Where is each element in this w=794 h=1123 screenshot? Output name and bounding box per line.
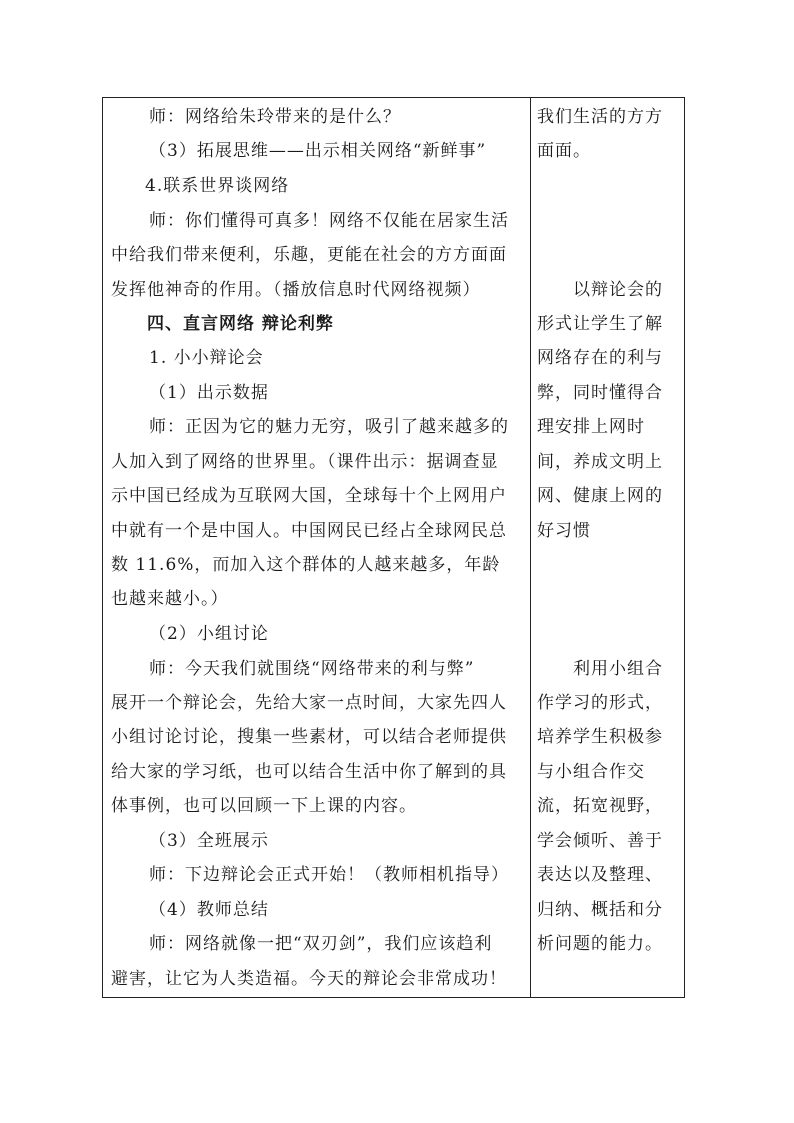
note-line: 间，养成文明上 xyxy=(537,452,663,472)
text-line: （3）拓展思维——出示相关网络“新鲜事” xyxy=(149,141,487,161)
text-line: 4.联系世界谈网络 xyxy=(145,176,290,196)
text-line: 中就有一个是中国人。中国网民已经占全球网民总 xyxy=(111,521,507,541)
note-line: 表达以及整理、 xyxy=(537,865,663,885)
column-divider xyxy=(530,98,531,997)
text-line: 小组讨论讨论，搜集一些素材，可以结合老师提供 xyxy=(111,727,507,747)
note-line: 我们生活的方方 xyxy=(537,107,663,127)
text-line: 师：你们懂得可真多！网络不仅能在居家生活 xyxy=(149,211,509,231)
text-line: 体事例，也可以回顾一下上课的内容。 xyxy=(111,796,417,816)
note-line: 网络存在的利与 xyxy=(537,348,663,368)
note-line: 归纳、概括和分 xyxy=(537,900,663,920)
text-line: 数 11.6%，而加入这个群体的人越来越多，年龄 xyxy=(111,555,501,575)
note-line: 作学习的形式， xyxy=(537,693,663,713)
text-line: （1）出示数据 xyxy=(149,383,269,403)
note-line: 流，拓宽视野， xyxy=(537,796,663,816)
text-line: （2）小组讨论 xyxy=(149,624,269,644)
text-line: 展开一个辩论会，先给大家一点时间，大家先四人 xyxy=(111,693,507,713)
note-line: 网、健康上网的 xyxy=(537,486,663,506)
text-line: 1. 小小辩论会 xyxy=(149,348,264,368)
text-line: 给大家的学习纸，也可以结合生活中你了解到的具 xyxy=(111,762,507,782)
text-line: 师：今天我们就围绕“网络带来的利与弊” xyxy=(149,659,475,679)
text-line: （3）全班展示 xyxy=(149,831,269,851)
text-line: 师：下边辩论会正式开始！（教师相机指导） xyxy=(149,865,509,885)
text-line: 师：网络给朱玲带来的是什么？ xyxy=(149,107,401,127)
note-line: 弊，同时懂得合 xyxy=(537,383,663,403)
text-line: （4）教师总结 xyxy=(149,900,269,920)
note-line: 好习惯 xyxy=(537,521,591,541)
note-line: 形式让学生了解 xyxy=(537,314,663,334)
text-line: 也越来越小。） xyxy=(111,589,229,609)
note-line: 学会倾听、善于 xyxy=(537,831,663,851)
lesson-plan-table xyxy=(102,97,685,998)
note-line: 析问题的能力。 xyxy=(537,934,663,954)
text-line: 发挥他神奇的作用。（播放信息时代网络视频） xyxy=(111,280,481,300)
note-line: 与小组合作交 xyxy=(537,762,645,782)
note-line: 面面。 xyxy=(537,141,591,161)
text-line: 师：网络就像一把“双刃剑”，我们应该趋利 xyxy=(149,934,493,954)
text-line: 人加入到了网络的世界里。（课件出示：据调查显 xyxy=(111,452,499,472)
text-line: 避害，让它为人类造福。今天的辩论会非常成功！ xyxy=(111,969,507,989)
text-line: 中给我们带来便利，乐趣，更能在社会的方方面面 xyxy=(111,245,507,265)
note-line: 理安排上网时 xyxy=(537,417,645,437)
section-heading: 四、直言网络 辩论利弊 xyxy=(147,314,334,334)
text-line: 师：正因为它的魅力无穷，吸引了越来越多的 xyxy=(149,417,509,437)
text-line: 示中国已经成为互联网大国，全球每十个上网用户 xyxy=(111,486,507,506)
note-line: 培养学生积极参 xyxy=(537,727,663,747)
note-line: 利用小组合 xyxy=(573,659,663,679)
note-line: 以辩论会的 xyxy=(573,280,663,300)
